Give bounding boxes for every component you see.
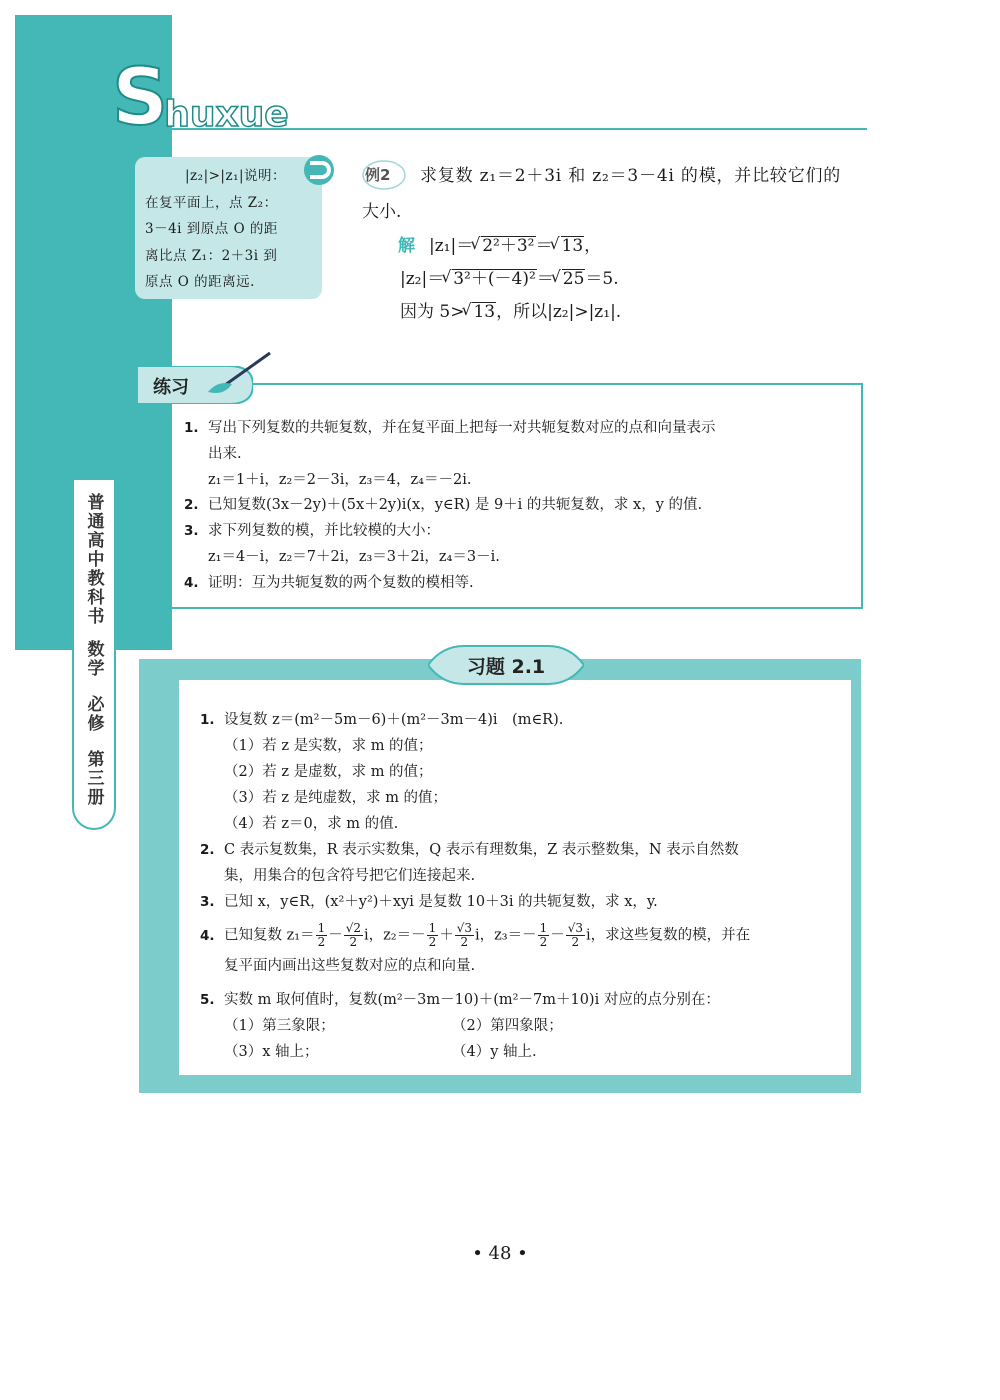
item-sub: （4）若 z＝0，求 m 的值. xyxy=(224,816,399,832)
practice-item-2 xyxy=(184,492,844,518)
fraction-num: 1 xyxy=(317,921,326,935)
spine-char: 书 xyxy=(87,607,105,627)
item-text: 求下列复数的模，并比较模的大小： xyxy=(208,523,440,539)
spine-char: 教 xyxy=(87,569,105,589)
radical: √ 2²＋3² xyxy=(481,236,535,255)
fraction xyxy=(344,922,363,949)
item-number: 3. xyxy=(184,523,199,539)
math-text: |z₂|＝ xyxy=(400,269,445,289)
math-text: ＝5. xyxy=(585,269,619,289)
item-sub: （1）若 z 是实数，求 m 的值； xyxy=(224,738,433,754)
fraction-num: √3 xyxy=(456,921,472,935)
solution-line-1 xyxy=(398,230,872,263)
item-number: 4. xyxy=(200,927,215,944)
practice-item-3 xyxy=(184,518,844,570)
item-text-cont: 集，用集合的包含符号把它们连接起来. xyxy=(224,868,476,884)
side-note xyxy=(135,157,322,299)
fraction-den: 2 xyxy=(428,935,437,949)
item-number: 1. xyxy=(184,420,199,436)
exercise-1 xyxy=(200,707,820,837)
exercise-2 xyxy=(200,837,820,889)
math-text: － xyxy=(550,927,565,944)
shuxue-logo xyxy=(112,53,289,143)
spine-char: 普 xyxy=(87,493,105,513)
item-sub: （1）第三象限； xyxy=(224,1018,335,1034)
fraction-num: 1 xyxy=(428,921,437,935)
item-number: 2. xyxy=(184,497,199,513)
fraction-den: 2 xyxy=(460,935,469,949)
practice-item-1 xyxy=(184,415,844,493)
side-note-line: |z₂|>|z₁|说明： xyxy=(185,168,287,184)
math-text: ＋ xyxy=(439,927,454,944)
item-sub: z₁＝4－i，z₂＝7＋2i，z₃＝3＋2i，z₄＝3－i. xyxy=(208,549,500,565)
solution-label: 解 xyxy=(398,236,415,256)
pen-icon xyxy=(198,350,276,400)
spine-char: 修 xyxy=(87,714,105,734)
item-number: 3. xyxy=(200,894,215,910)
example-question-cont: 大小. xyxy=(362,202,402,222)
spine-char: 中 xyxy=(87,550,105,570)
fraction xyxy=(538,922,550,949)
solution-line-2 xyxy=(400,263,872,296)
item-sub-row xyxy=(224,1039,820,1065)
spine-char: 通 xyxy=(87,512,105,532)
fraction xyxy=(455,922,474,949)
item-text-cont: 复平面内画出这些复数对应的点和向量. xyxy=(224,958,476,974)
fraction-den: 2 xyxy=(349,935,358,949)
side-note-line: 在复平面上，点 Z₂： xyxy=(145,194,278,211)
item-sub: （3）x 轴上； xyxy=(224,1044,319,1060)
math-text: i，z₃＝－ xyxy=(475,927,537,944)
spine-char: 高 xyxy=(87,531,105,551)
item-text: 设复数 z＝(m²－5m－6)＋(m²－3m－4)i (m∈R). xyxy=(224,712,564,728)
item-sub: z₁＝1＋i，z₂＝2－3i，z₃＝4，z₄＝－2i. xyxy=(208,472,472,488)
math-text: 因为 5> xyxy=(400,302,465,322)
item-text: 已知复数(3x－2y)＋(5x＋2y)i(x，y∈R) 是 9＋i 的共轭复数，求 x，y 的值. xyxy=(208,497,703,513)
item-text: C 表示复数集，R 表示实数集，Q 表示有理数集，Z 表示整数集，N 表示自然数 xyxy=(224,842,739,858)
fraction-den: 2 xyxy=(571,935,580,949)
fraction-den: 2 xyxy=(539,935,548,949)
fraction xyxy=(427,922,439,949)
math-text: ＝ xyxy=(536,269,554,289)
math-text: ＝ xyxy=(535,236,553,256)
logo-s: S xyxy=(112,53,169,143)
math-text: － xyxy=(328,927,343,944)
item-number: 5. xyxy=(200,992,215,1008)
fraction xyxy=(316,922,328,949)
logo-text: huxue xyxy=(164,94,289,135)
side-note-line: 3－4i 到原点 O 的距 xyxy=(145,221,278,237)
side-note-line: 原点 O 的距离远. xyxy=(145,274,255,290)
item-sub-row xyxy=(224,1013,820,1039)
item-text-cont: 出来. xyxy=(208,446,242,462)
example-question: 求复数 z₁＝2＋3i 和 z₂＝3－4i 的模，并比较它们的 xyxy=(420,166,842,186)
item-text: 已知 x，y∈R，(x²＋y²)＋xyi 是复数 10＋3i 的共轭复数，求 x，y. xyxy=(224,894,658,910)
side-note-line: 离比点 Z₁：2＋3i 到 xyxy=(145,247,278,264)
spine-char: 册 xyxy=(87,788,105,808)
fraction-num: 1 xyxy=(539,921,548,935)
item-text: 证明：互为共轭复数的两个复数的模相等. xyxy=(208,575,474,591)
radical: √ 3²＋(－4)² xyxy=(452,269,537,288)
item-sub: （4）y 轴上. xyxy=(452,1044,537,1060)
spine-char: 三 xyxy=(87,769,105,789)
item-number: 2. xyxy=(200,842,215,858)
spine-char: 必 xyxy=(87,695,105,715)
item-sub: （3）若 z 是纯虚数，求 m 的值； xyxy=(224,790,448,806)
math-text: i，求这些复数的模，并在 xyxy=(586,927,751,944)
math-text: |z₁|＝ xyxy=(429,236,474,256)
item-number: 1. xyxy=(200,712,215,728)
exercise-5 xyxy=(200,987,820,1065)
practice-title: 练习 xyxy=(153,377,189,398)
exercise-title: 习题 2.1 xyxy=(466,656,546,678)
math-text: ，所以|z₂|>|z₁|. xyxy=(496,302,622,322)
fraction xyxy=(566,922,585,949)
spine-char: 学 xyxy=(87,659,105,679)
spine-char: 第 xyxy=(87,750,105,770)
item-text: 写出下列复数的共轭复数，并在复平面上把每一对共轭复数对应的点和向量表示 xyxy=(208,420,716,436)
example-label-text: 例2 xyxy=(365,166,391,184)
spine-label xyxy=(72,480,116,830)
radical: √ 13 xyxy=(472,302,496,321)
exercise-4 xyxy=(200,922,840,979)
example-2 xyxy=(362,158,872,329)
exercise-3 xyxy=(200,889,820,915)
page-number: • 48 • xyxy=(472,1243,528,1264)
math-text: i，z₂＝－ xyxy=(363,927,426,944)
math-text: 已知复数 z₁＝ xyxy=(224,927,315,944)
item-sub: （2）若 z 是虚数，求 m 的值； xyxy=(224,764,433,780)
radical: √ 25 xyxy=(562,269,586,288)
item-sub: （2）第四象限； xyxy=(452,1018,563,1034)
solution-line-3 xyxy=(400,296,872,329)
item-number: 4. xyxy=(184,575,199,591)
math-text: ， xyxy=(584,236,602,256)
fraction-num: √3 xyxy=(567,921,584,935)
fraction-num: √2 xyxy=(345,921,361,935)
spine-char: 数 xyxy=(87,640,105,660)
spine-char: 科 xyxy=(87,588,105,608)
practice-item-4 xyxy=(184,570,844,596)
note-arrow-icon xyxy=(302,153,336,187)
fraction-den: 2 xyxy=(317,935,326,949)
item-text: 实数 m 取何值时，复数(m²－3m－10)＋(m²－7m＋10)i 对应的点分别在： xyxy=(224,992,720,1008)
radical: √ 13 xyxy=(561,236,585,255)
example-label xyxy=(362,158,406,190)
